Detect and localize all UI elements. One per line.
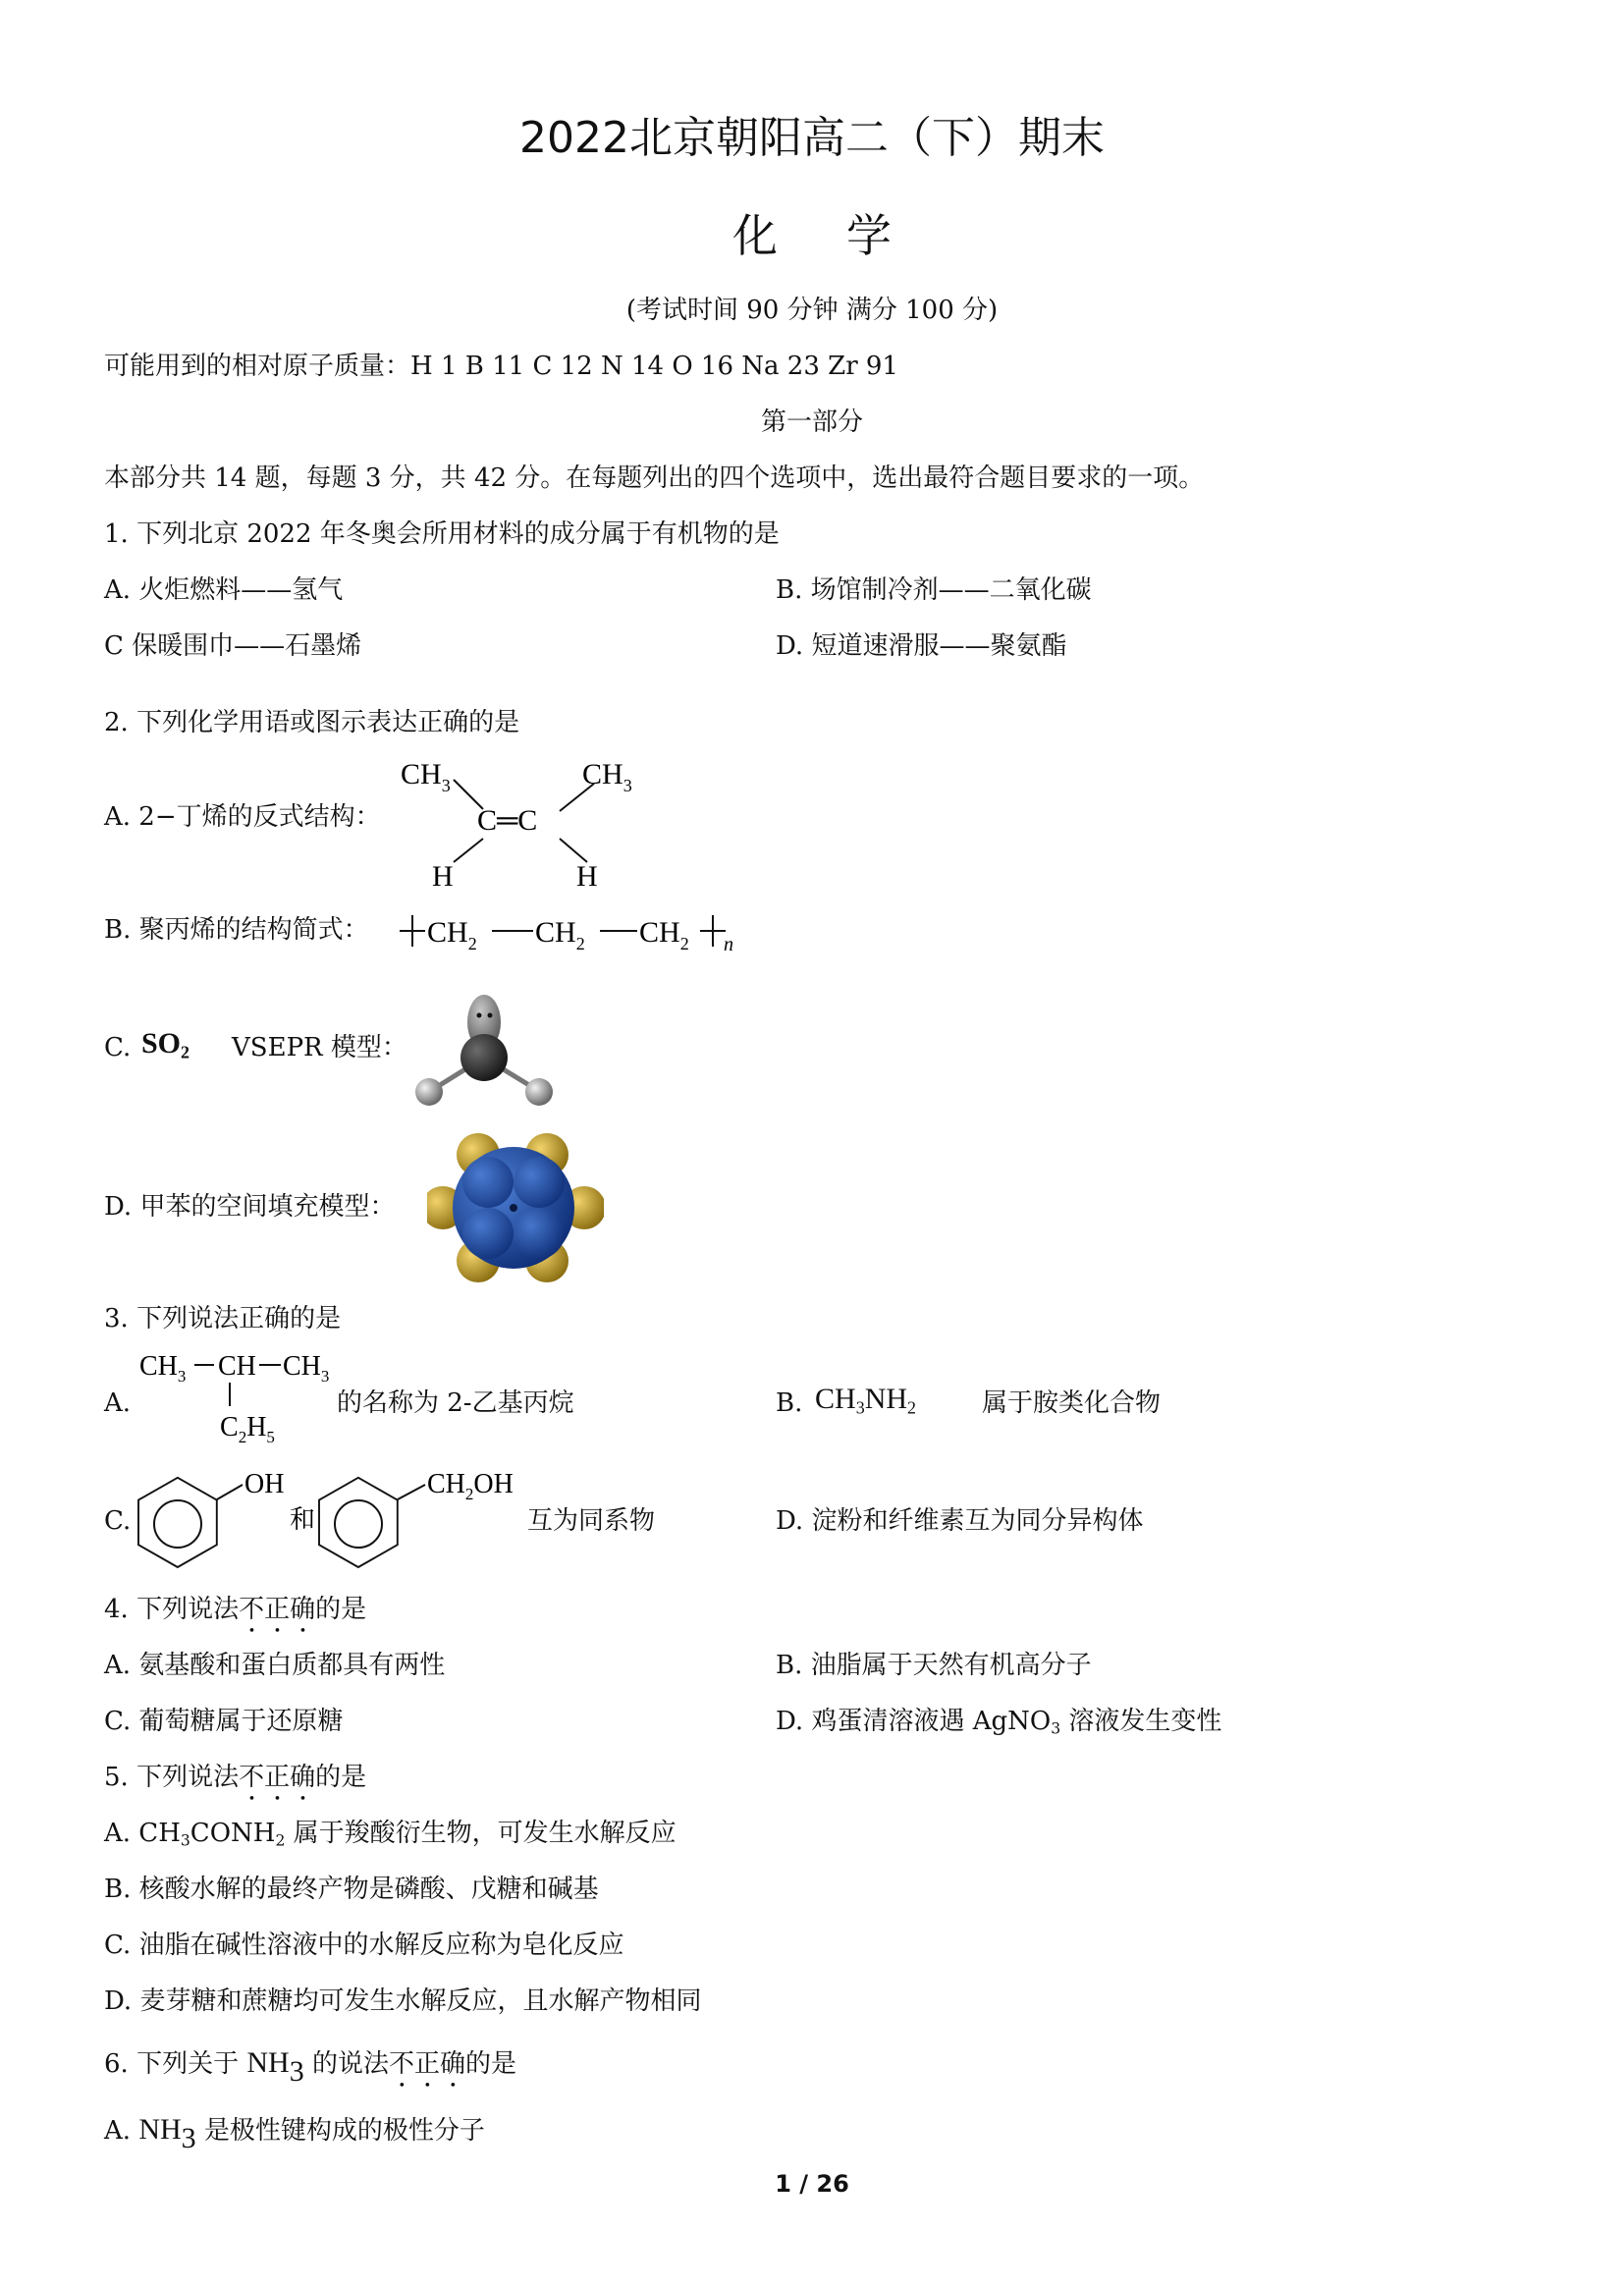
q2-option-a-label: A. 2−丁烯的反式结构： (104, 802, 381, 832)
q1-option-d: D. 短道速滑服——聚氨酯 (776, 631, 1067, 661)
methyl-left: $CH_3$ (139, 1351, 187, 1386)
q2-stem: 2. 下列化学用语或图示表达正确的是 (104, 708, 520, 737)
q5-option-a: A. $CH_3CONH_2$ 属于羧酸衍生物，可发生水解反应 (104, 1819, 677, 1850)
q5-option-d: D. 麦芽糖和蔗糖均可发生水解反应，且水解产物相同 (104, 1986, 702, 2016)
q2-option-b-label: B. 聚丙烯的结构简式： (104, 915, 369, 945)
q5-option-c: C. 油脂在碱性溶液中的水解反应称为皂化反应 (104, 1931, 624, 1960)
q4-option-b: B. 油脂属于天然有机高分子 (776, 1651, 1092, 1680)
and-word: 和 (290, 1505, 316, 1534)
ethyl-branch: $C_2H_5$ (220, 1412, 275, 1446)
q1-option-b: B. 场馆制冷剂——二氧化碳 (776, 575, 1092, 605)
q4-option-d: D. 鸡蛋清溶液遇 AgNO$_3$ 溶液发生变性 (776, 1707, 1222, 1738)
so2-vsepr-model (407, 987, 565, 1119)
q3-option-b-label: B. (776, 1388, 803, 1418)
q3-stem: 3. 下列说法正确的是 (104, 1304, 342, 1333)
section-title: 第一部分 (760, 408, 863, 437)
ch3nh2-formula: $CH_3NH_2$ (815, 1383, 917, 1418)
h-right: H (576, 860, 598, 893)
phenol-and-benzyl-alcohol (133, 1463, 545, 1581)
phenol-oh: OH (244, 1469, 285, 1499)
q5-option-b: B. 核酸水解的最终产物是磷酸、戊糖和碱基 (104, 1875, 599, 1904)
q4-option-c: C. 葡萄糖属于还原糖 (104, 1707, 344, 1736)
page-title: 2022北京朝阳高二（下）期末 (519, 113, 1105, 163)
q2-option-c-label: C. (104, 1033, 132, 1062)
q4-option-a: A. 氨基酸和蛋白质都具有两性 (104, 1651, 446, 1680)
polypropylene-formula (396, 901, 749, 960)
q6-option-a: A. $NH_3$ 是极性键构成的极性分子 (104, 2113, 485, 2154)
q4-stem: 4. 下列说法不正确的是 (104, 1595, 367, 1624)
q1-stem: 1. 下列北京 2022 年冬奥会所用材料的成分属于有机物的是 (104, 519, 780, 549)
so2-formula: $SO_2$ (141, 1027, 190, 1062)
benzyl-ch2oh: $CH_2OH$ (427, 1469, 514, 1503)
ch3-right: $CH_3$ (582, 758, 632, 795)
unit-1: $CH_2$ (427, 916, 477, 953)
methyl-right: $CH_3$ (283, 1351, 330, 1386)
unit-3: $CH_2$ (639, 916, 689, 953)
q2-option-c-suffix: VSEPR 模型： (232, 1033, 407, 1062)
unit-2: $CH_2$ (535, 916, 585, 953)
q3-a-structure (135, 1341, 347, 1449)
q3-option-d: D. 淀粉和纤维素互为同分异构体 (776, 1506, 1144, 1536)
double-bond-cc: C═C (477, 804, 538, 837)
methine-center: CH (218, 1351, 256, 1382)
trans-2-butene-structure (393, 746, 668, 894)
q2-option-d-label: D. 甲苯的空间填充模型： (104, 1192, 396, 1222)
q3-option-c-label: C. (104, 1506, 132, 1536)
q3-option-c-text: 互为同系物 (527, 1506, 656, 1536)
page-number: 1 / 26 (775, 2170, 849, 2198)
repeat-n: n (724, 934, 733, 955)
q5-stem: 5. 下列说法不正确的是 (104, 1763, 367, 1792)
q6-stem: 6. 下列关于 $NH_3$ 的说法不正确的是 (104, 2046, 516, 2088)
subject-title: 化学 (732, 209, 960, 262)
ch3-left: $CH_3$ (401, 758, 451, 795)
toluene-space-filling-model (427, 1127, 604, 1289)
q1-option-a: A. 火炬燃料——氢气 (104, 575, 344, 605)
q3-option-b-text: 属于胺类化合物 (982, 1388, 1162, 1418)
q3-option-a-label: A. (104, 1388, 132, 1418)
h-left: H (432, 860, 454, 893)
atomic-masses: 可能用到的相对原子质量：H 1 B 11 C 12 N 14 O 16 Na 23 Zr 91 (104, 352, 898, 381)
q1-option-c: C 保暖围巾——石墨烯 (104, 631, 362, 661)
exam-info: (考试时间 90 分钟 满分 100 分) (625, 296, 999, 325)
q3-option-a-text: 的名称为 2-乙基丙烷 (337, 1388, 574, 1418)
section-intro: 本部分共 14 题，每题 3 分，共 42 分。在每题列出的四个选项中，选出最符合题目要求的一项。 (104, 463, 1205, 493)
